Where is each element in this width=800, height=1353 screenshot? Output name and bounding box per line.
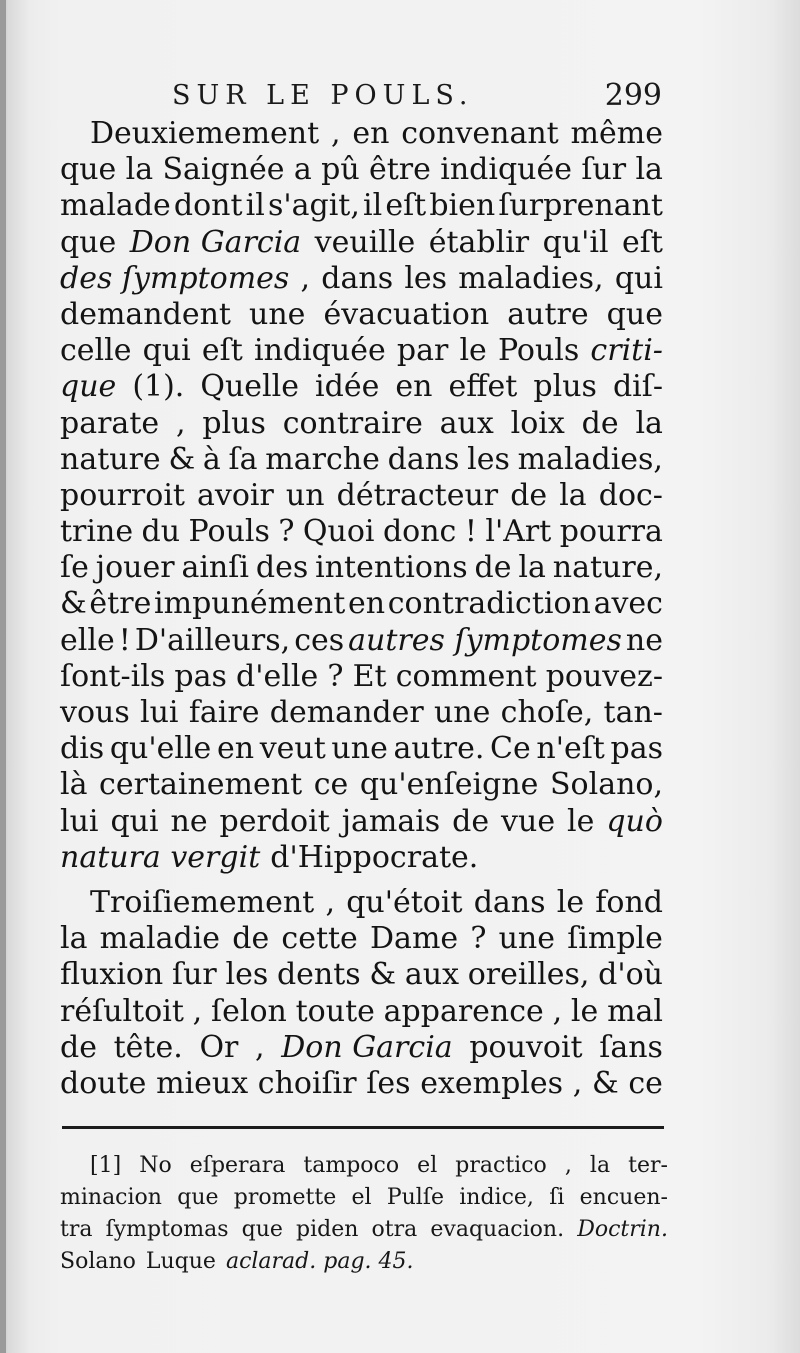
word: , — [300, 260, 311, 296]
word: de — [60, 1029, 97, 1065]
word: que — [60, 224, 117, 260]
word: doc- — [598, 477, 663, 513]
word: encuen- — [579, 1185, 668, 1210]
word: D'ailleurs, — [134, 622, 291, 658]
word: lui — [60, 803, 99, 839]
text-line — [60, 994, 663, 1030]
word: ce — [628, 1065, 663, 1101]
word: avec — [593, 586, 663, 622]
word: loix — [510, 405, 565, 441]
word: perdoit — [219, 803, 330, 839]
word: , — [325, 884, 335, 920]
page-gutter-shadow — [0, 0, 6, 1353]
word: ſes — [366, 1065, 411, 1101]
word: le — [570, 993, 599, 1029]
word: tampoco — [303, 1153, 400, 1178]
word: aclarad. pag. 45. — [225, 1249, 414, 1274]
word: pourroit — [60, 477, 185, 513]
word: & — [168, 441, 196, 477]
word: ? — [470, 921, 487, 957]
word: vous — [60, 695, 130, 730]
word: l'Art — [485, 514, 552, 550]
word: ne — [170, 803, 208, 839]
word: ? — [278, 514, 295, 550]
word: pouvez- — [545, 658, 663, 694]
word: ſont-ils — [60, 658, 166, 694]
word: autre — [507, 296, 589, 332]
word: le — [459, 333, 487, 369]
word: ſe — [60, 550, 89, 586]
word: lui — [140, 695, 179, 730]
word: n'eſt — [536, 731, 605, 767]
word: Solano, — [549, 767, 663, 803]
word: que — [606, 296, 663, 332]
word: , — [564, 1153, 572, 1178]
word: choiſir — [257, 1065, 357, 1101]
word: plus — [533, 369, 597, 405]
word: tête. — [113, 1029, 183, 1065]
word: la — [125, 152, 154, 188]
word: d'où — [598, 957, 663, 993]
word: pû — [321, 152, 360, 188]
word: ſans — [599, 1029, 663, 1065]
word: , — [572, 1065, 583, 1101]
body-text — [60, 116, 663, 1102]
word: aux — [439, 405, 494, 441]
word: la — [559, 477, 587, 513]
word: contraire — [282, 405, 423, 441]
word: il — [245, 188, 265, 224]
word: el — [351, 1185, 372, 1210]
word: une — [498, 921, 556, 957]
text-line — [60, 116, 663, 152]
word: Saignée — [162, 152, 285, 188]
word: que — [241, 1217, 283, 1242]
word: Or — [199, 1029, 239, 1065]
word: eſt — [622, 224, 663, 260]
word: faire — [188, 695, 260, 730]
word: , — [331, 116, 341, 151]
word: otra — [371, 1217, 418, 1242]
word: jamais — [341, 803, 441, 839]
word: Troiſiemement — [90, 884, 315, 920]
word: trine — [60, 514, 134, 550]
word: qui — [110, 803, 159, 839]
word: , — [552, 993, 563, 1029]
word: ne — [625, 622, 663, 658]
word: & — [591, 1065, 619, 1101]
word: de — [232, 921, 270, 957]
word: contradiction — [387, 586, 591, 622]
text-line — [60, 957, 663, 993]
word: ! — [118, 622, 131, 658]
text-line — [60, 442, 663, 478]
word: une — [331, 731, 388, 767]
word: dans — [321, 260, 394, 296]
word: de — [510, 477, 548, 513]
word: qu'enſeigne — [359, 767, 539, 803]
word: la — [635, 405, 663, 441]
word: les — [467, 441, 510, 477]
word: ſa — [228, 441, 258, 477]
word: la — [635, 152, 663, 188]
word: ainſi — [181, 550, 249, 586]
word: ter- — [628, 1153, 668, 1178]
word: établir — [428, 224, 530, 260]
word: ! — [464, 514, 477, 550]
word: indiquée — [253, 333, 386, 369]
word: Don Garcia — [129, 224, 302, 260]
word: Doctrin. — [577, 1217, 668, 1242]
word: Pouls — [188, 514, 270, 550]
running-head-title: SUR LE POULS. — [172, 80, 474, 111]
word: Solano — [60, 1249, 136, 1274]
word: oreilles, — [467, 957, 590, 993]
word: être — [368, 152, 431, 188]
word: pourra — [559, 514, 663, 550]
word: evaquacion. — [430, 1217, 565, 1242]
word: pas — [174, 658, 227, 694]
word: jouer — [95, 550, 175, 586]
word: les — [404, 260, 448, 296]
word: criti- — [590, 333, 663, 369]
paragraph-gap — [60, 876, 663, 885]
word: autres ſymptomes — [348, 622, 622, 658]
word: idée — [315, 369, 380, 405]
word: Quelle — [200, 369, 299, 405]
word: cette — [281, 921, 358, 957]
word: Pulſe — [386, 1185, 444, 1210]
word: veuille — [314, 224, 416, 260]
footnote-line — [60, 1182, 668, 1214]
word: fond — [595, 884, 663, 920]
word: que — [177, 1185, 219, 1210]
word: Deuxiemement — [90, 116, 320, 151]
word: promette — [233, 1185, 337, 1210]
word: aux — [404, 957, 460, 993]
word: être — [89, 586, 152, 622]
word: natura vergit — [60, 839, 261, 875]
word: Pouls — [497, 333, 580, 369]
word: effet — [448, 369, 518, 405]
word: & — [60, 586, 87, 622]
word: pas — [610, 731, 663, 767]
word: en — [395, 369, 433, 405]
word: dans — [387, 441, 460, 477]
text-line — [60, 659, 663, 695]
text-line — [60, 297, 663, 333]
text-line — [60, 550, 663, 586]
word: , — [192, 993, 203, 1029]
word: toute — [295, 993, 375, 1029]
word: autre. — [393, 731, 485, 767]
word: ce — [313, 767, 349, 803]
word: de — [452, 803, 490, 839]
word: des — [255, 550, 309, 586]
word: s'agit, — [267, 188, 360, 224]
word: celle — [60, 333, 132, 369]
word: de — [581, 405, 619, 441]
word: choſe, — [500, 695, 594, 730]
word: parate — [60, 405, 160, 441]
word: intentions — [315, 550, 468, 586]
text-line — [60, 1066, 663, 1102]
word: qu'elle — [109, 731, 212, 767]
word: Ce — [490, 731, 531, 767]
word: maladie — [99, 921, 221, 957]
word: ſur — [581, 152, 627, 188]
word: ſelon — [211, 993, 287, 1029]
footnote-rule — [62, 1126, 664, 1129]
word: la — [60, 921, 88, 957]
word: une — [249, 296, 306, 332]
word: avoir — [197, 477, 274, 513]
word: apparence — [383, 993, 544, 1029]
word: du — [141, 514, 181, 550]
word: (1). — [132, 369, 185, 405]
word: , — [255, 1029, 265, 1065]
word: dont — [173, 188, 243, 224]
word: détracteur — [336, 477, 499, 513]
word: la — [589, 1153, 611, 1178]
word: minacion — [60, 1185, 162, 1210]
word: nature — [60, 441, 161, 477]
word: Dame — [370, 921, 459, 957]
text-line — [60, 840, 663, 876]
word: convenant — [401, 116, 559, 151]
text-line — [60, 333, 663, 369]
page-number: 299 — [604, 78, 662, 113]
word: qui — [142, 333, 191, 369]
footnote-line — [60, 1246, 668, 1278]
word: demander — [269, 695, 424, 730]
word: [1] — [90, 1153, 122, 1178]
word: en — [347, 586, 386, 622]
footnote-line — [60, 1214, 668, 1246]
text-line — [60, 369, 663, 405]
word: nature, — [552, 550, 663, 586]
word: les — [225, 957, 269, 993]
text-line — [60, 623, 663, 659]
word: eſt — [385, 188, 427, 224]
text-line — [60, 695, 663, 731]
word: marche — [265, 441, 380, 477]
word: à — [202, 441, 221, 477]
text-line — [60, 188, 663, 224]
word: exemples — [420, 1065, 564, 1101]
word: tan- — [603, 695, 663, 730]
word: maladies, — [458, 260, 604, 296]
word: comment — [395, 658, 537, 694]
text-line — [60, 514, 663, 550]
word: ſurprenant — [498, 188, 663, 224]
word: qui — [614, 260, 663, 296]
word: No — [139, 1153, 172, 1178]
word: de — [474, 550, 512, 586]
word: il — [363, 188, 383, 224]
word: , — [175, 405, 186, 441]
word: demandent — [60, 296, 231, 332]
word: dans — [473, 884, 546, 920]
word: Quoi — [302, 514, 375, 550]
word: ſymptomas — [105, 1217, 229, 1242]
word: eſt — [201, 333, 243, 369]
word: évacuation — [323, 296, 490, 332]
word: en — [352, 116, 390, 151]
word: dis — [60, 731, 105, 767]
word: certainement — [99, 767, 303, 803]
word: un — [285, 477, 325, 513]
text-line — [60, 804, 663, 840]
text-line — [60, 1030, 663, 1066]
word: practico — [455, 1153, 547, 1178]
word: veut — [259, 731, 326, 767]
text-line — [60, 478, 663, 514]
word: ſi — [549, 1185, 565, 1210]
text-line — [60, 225, 663, 261]
text-line — [60, 921, 663, 957]
word: indice, — [459, 1185, 534, 1210]
word: la — [518, 550, 546, 586]
text-line — [60, 261, 663, 297]
word: vue — [501, 803, 556, 839]
footnote — [60, 1150, 668, 1278]
word: piden — [296, 1217, 359, 1242]
word: en — [216, 731, 255, 767]
word: eſperara — [189, 1153, 286, 1178]
word: qu'il — [542, 224, 609, 260]
word: el — [417, 1153, 438, 1178]
word: ? — [327, 658, 344, 694]
text-line — [60, 406, 663, 442]
text-line — [60, 731, 663, 767]
footnote-line — [60, 1150, 668, 1182]
word: qu'étoit — [346, 884, 463, 920]
word: une — [433, 695, 491, 730]
word: que — [60, 369, 117, 405]
word: a — [293, 152, 312, 188]
word: pouvoit — [469, 1029, 583, 1065]
word: malade — [60, 188, 171, 224]
word: maladies, — [517, 441, 663, 477]
word: ces — [294, 622, 345, 658]
word: des ſymptomes — [60, 260, 290, 296]
word: diſ- — [612, 369, 663, 405]
word: quò — [606, 803, 663, 839]
word: & — [369, 957, 397, 993]
word: tra — [60, 1217, 93, 1242]
text-line — [60, 152, 663, 188]
word: d'elle — [236, 658, 319, 694]
word: le — [567, 803, 595, 839]
text-line — [60, 767, 663, 803]
word: le — [556, 884, 585, 920]
running-head — [172, 72, 662, 116]
word: plus — [202, 405, 266, 441]
word: même — [570, 116, 663, 151]
text-line — [60, 586, 663, 622]
word: par — [396, 333, 449, 369]
word: ſur — [171, 957, 217, 993]
word: mal — [607, 993, 663, 1029]
word: dents — [276, 957, 361, 993]
word: Don Garcia — [281, 1029, 453, 1065]
word: impunément — [154, 586, 346, 622]
word: Luque — [145, 1249, 216, 1274]
word: donc — [382, 514, 457, 550]
word: d'Hippocrate. — [270, 839, 479, 875]
word: fluxion — [60, 957, 164, 993]
word: que — [60, 152, 117, 188]
word: doute — [60, 1065, 147, 1101]
word: elle — [60, 622, 115, 658]
text-line — [60, 885, 663, 921]
word: bien — [429, 188, 496, 224]
word: mieux — [156, 1065, 249, 1101]
word: là — [60, 767, 88, 803]
word: Et — [352, 658, 387, 694]
word: indiquée — [440, 152, 572, 188]
word: réſultoit — [60, 993, 184, 1029]
word: ſimple — [567, 921, 663, 957]
